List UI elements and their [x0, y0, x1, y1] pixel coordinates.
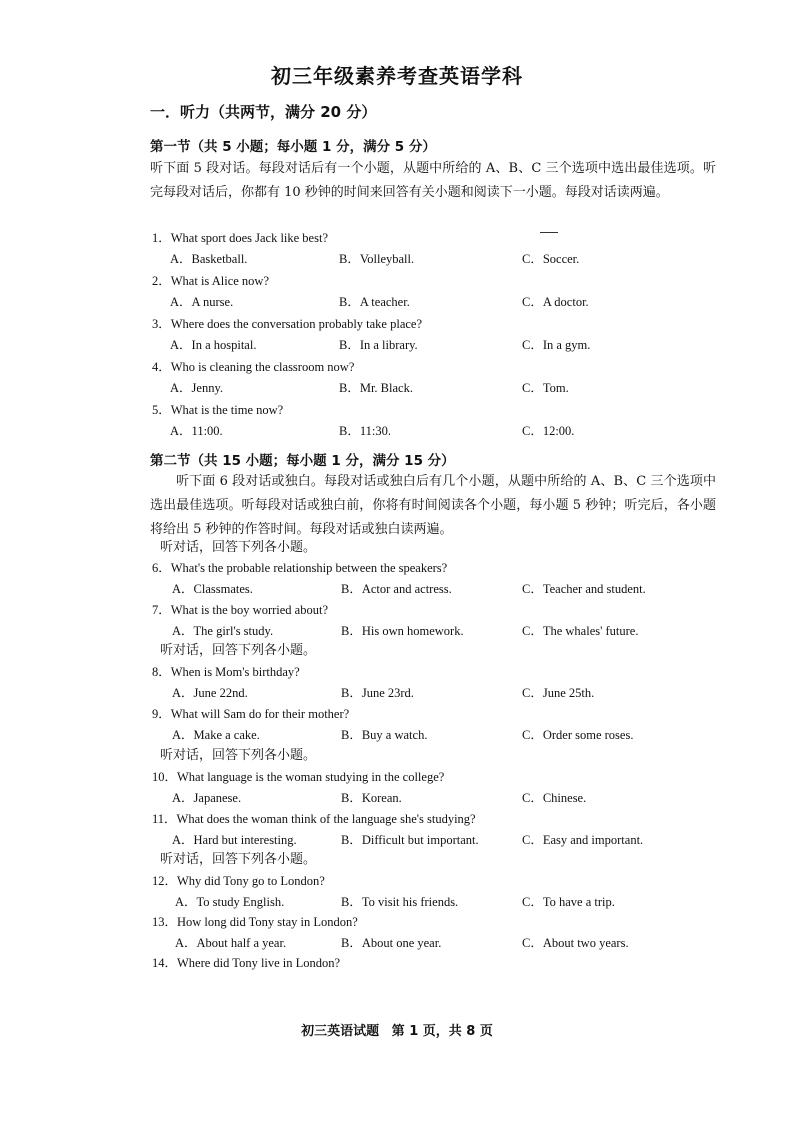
option-a: A．Japanese.: [172, 791, 242, 805]
question: 2．What is Alice now?: [152, 274, 269, 288]
option-c: C．Easy and important.: [522, 833, 644, 847]
lead-in: 听对话，回答下列各小题。: [160, 540, 317, 555]
part1-heading: 第一节（共 5 小题；每小题 1 分，满分 5 分）: [150, 139, 436, 155]
footer-exam-name: 初三英语试题: [301, 1024, 380, 1039]
option-b: B．Korean.: [341, 791, 402, 805]
option-a: A．Basketball.: [170, 252, 248, 266]
question: 8．When is Mom's birthday?: [152, 665, 300, 679]
question: 13．How long did Tony stay in London?: [152, 915, 358, 929]
option-b: B．Actor and actress.: [341, 582, 452, 596]
option-b: B．A teacher.: [339, 295, 410, 309]
option-b: B．Difficult but important.: [341, 833, 479, 847]
footer-page-number: 第 1 页，共 8 页: [391, 1024, 493, 1039]
option-b: B．Buy a watch.: [341, 728, 428, 742]
option-b: B．To visit his friends.: [341, 895, 459, 909]
option-c: C．In a gym.: [522, 338, 591, 352]
question: 9．What will Sam do for their mother?: [152, 707, 350, 721]
option-b: B．11:30.: [339, 424, 391, 438]
option-c: C．About two years.: [522, 936, 629, 950]
question: 5．What is the time now?: [152, 403, 284, 417]
option-c: C．Soccer.: [522, 252, 580, 266]
part2-heading: 第二节（共 15 小题；每小题 1 分，满分 15 分）: [150, 453, 455, 469]
lead-in: 听对话，回答下列各小题。: [160, 852, 317, 867]
option-a: A．A nurse.: [170, 295, 234, 309]
part1-instructions: 听下面 5 段对话。每段对话后有一个小题，从题中所给的 A、B、C 三个选项中选出最佳选项。听完每段对话后，你都有 10 秒钟的时间来回答有关小题和阅读下一小题。每段对话读两遍。: [150, 161, 716, 200]
question: 10．What language is the woman studying in the college?: [152, 770, 445, 784]
option-c: C．A doctor.: [522, 295, 589, 309]
option-c: C．Order some roses.: [522, 728, 634, 742]
stray-mark: [540, 232, 558, 233]
option-b: B．June 23rd.: [341, 686, 414, 700]
question: 11．What does the woman think of the language she's studying?: [152, 812, 476, 826]
option-a: A．The girl's study.: [172, 624, 274, 638]
page-title: 初三年级素养考查英语学科: [271, 64, 523, 88]
option-a: A．Classmates.: [172, 582, 253, 596]
option-c: C．June 25th.: [522, 686, 595, 700]
option-b: B．About one year.: [341, 936, 442, 950]
option-c: C．12:00.: [522, 424, 575, 438]
option-a: A．Hard but interesting.: [172, 833, 297, 847]
option-a: A．About half a year.: [175, 936, 287, 950]
lead-in: 听对话，回答下列各小题。: [160, 748, 317, 763]
question: 6．What's the probable relationship between the speakers?: [152, 561, 448, 575]
option-a: A．Jenny.: [170, 381, 224, 395]
option-c: C．Tom.: [522, 381, 569, 395]
option-a: A．11:00.: [170, 424, 223, 438]
option-a: A．To study English.: [175, 895, 285, 909]
option-c: C．The whales' future.: [522, 624, 639, 638]
option-b: B．Volleyball.: [339, 252, 415, 266]
option-b: B．Mr. Black.: [339, 381, 413, 395]
question: 1．What sport does Jack like best?: [152, 231, 328, 245]
section-heading: 一．听力（共两节，满分 20 分）: [150, 103, 377, 121]
option-b: B．His own homework.: [341, 624, 464, 638]
page-footer: [0, 1020, 794, 1039]
question: 4．Who is cleaning the classroom now?: [152, 360, 355, 374]
question: 14．Where did Tony live in London?: [152, 956, 341, 970]
option-c: C．Chinese.: [522, 791, 587, 805]
option-a: A．In a hospital.: [170, 338, 257, 352]
option-c: C．To have a trip.: [522, 895, 615, 909]
question: 12．Why did Tony go to London?: [152, 874, 325, 888]
lead-in: 听对话，回答下列各小题。: [160, 643, 317, 658]
question: 7．What is the boy worried about?: [152, 603, 328, 617]
question: 3．Where does the conversation probably take place?: [152, 317, 423, 331]
part2-instructions: 听下面 6 段对话或独白。每段对话或独白后有几个小题，从题中所给的 A、B、C 三个选项中选出最佳选项。听每段对话或独白前，你将有时间阅读各个小题，每小题 5 秒钟；听完后，各小题将给出 5 秒钟的作答时间。每段对话或独白读两遍。: [150, 474, 716, 537]
option-a: A．June 22nd.: [172, 686, 248, 700]
option-a: A．Make a cake.: [172, 728, 260, 742]
option-c: C．Teacher and student.: [522, 582, 646, 596]
option-b: B．In a library.: [339, 338, 418, 352]
